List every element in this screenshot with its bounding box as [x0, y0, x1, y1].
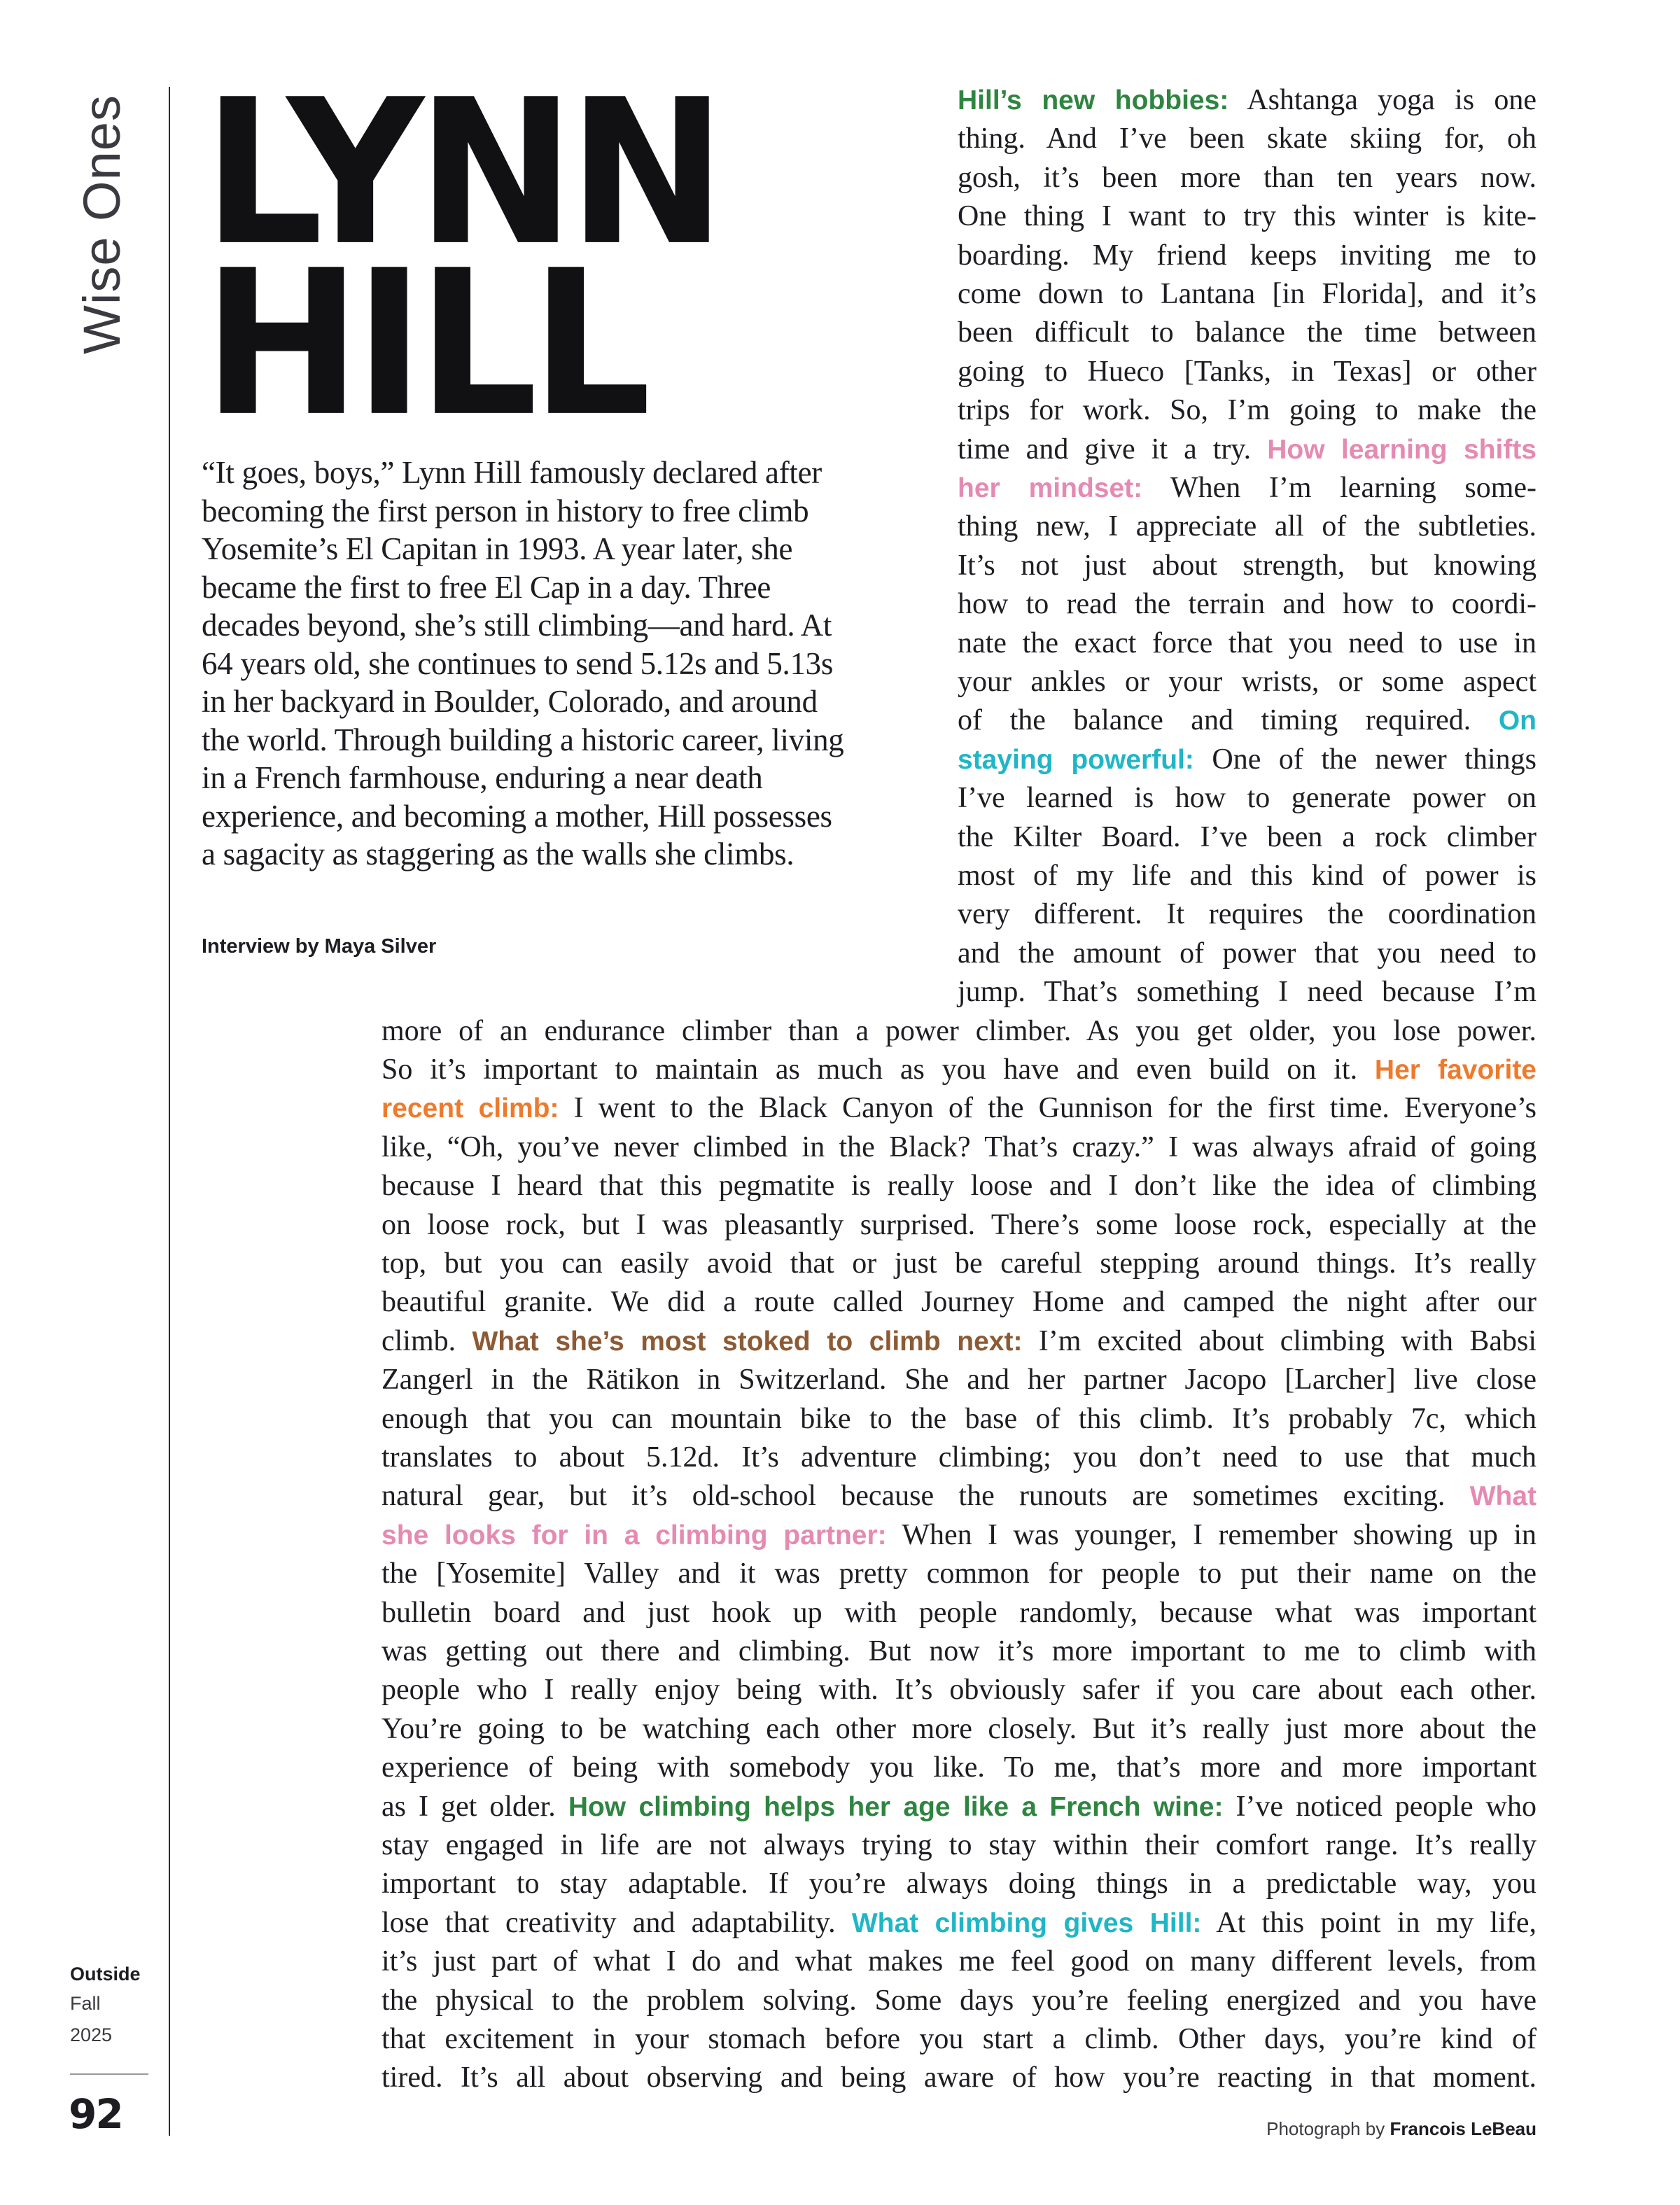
title-line-1: LYNN — [203, 55, 720, 290]
article-line — [382, 1516, 1536, 1555]
question-heading: Her favorite — [1374, 1055, 1536, 1085]
article-line — [382, 1244, 1536, 1283]
article-line — [382, 1166, 1536, 1205]
answer-text: When I was younger, I remember showing up in — [886, 1518, 1537, 1551]
article-line — [958, 546, 1536, 585]
answer-text: very different. It requires the coordination — [958, 898, 1536, 931]
article-line — [382, 1709, 1536, 1749]
article-line — [382, 1128, 1536, 1167]
article-line — [382, 1088, 1536, 1128]
answer-text: on loose rock, but I was pleasantly surprised. There’s some loose rock, especially at the — [382, 1208, 1536, 1241]
answer-text: top, but you can easily avoid that or just be careful stepping around things. It’s really — [382, 1247, 1536, 1280]
article-line — [382, 1632, 1536, 1671]
answer-text: thing new, I appreciate all of the subtleties. — [958, 510, 1536, 543]
answer-text: most of my life and this kind of power is — [958, 860, 1536, 892]
answer-text: One of the newer things — [1194, 743, 1536, 776]
article-line — [958, 818, 1536, 857]
article-line — [958, 856, 1536, 895]
article-line — [958, 934, 1536, 973]
article-line — [382, 1476, 1536, 1516]
issue-season: Fall — [70, 1993, 101, 2014]
answer-text: boarding. My friend keeps inviting me to — [958, 239, 1536, 272]
article-line — [958, 391, 1536, 430]
title-line-2: HILL — [203, 226, 645, 461]
article-line — [958, 972, 1536, 1011]
article-line — [382, 1903, 1536, 1942]
article-line — [958, 80, 1536, 120]
magazine-name: Outside — [70, 1963, 141, 1984]
answer-text: and the amount of power that you need to — [958, 937, 1536, 969]
answer-text: was getting out there and climbing. But now it’s more important to me to climb with — [382, 1635, 1536, 1667]
intro-paragraph: “It goes, boys,” Lynn Hill famously declared after becoming the first person in history to free climb Yosemite’s El Capitan in 1993. A year later, she became the first to free El Cap in a day. Three decades beyond, she’s still climbing—and hard. At 64 years old, she continues to send 5.12s and 5.13s in her backyard in Boulder, Colorado, and around the world. Through building a historic career, living in a French farmhouse, enduring a near death experience, and becoming a mother, Hill possesses a sagacity as staggering as the walls she climbs. — [202, 455, 844, 872]
question-heading: What — [1469, 1481, 1536, 1512]
answer-text: translates to about 5.12d. It’s adventure climbing; you don’t need to use that much — [382, 1441, 1536, 1474]
answer-text: nate the exact force that you need to use in — [958, 626, 1536, 659]
page-number: 92 — [69, 2090, 122, 2138]
article-line — [382, 2019, 1536, 2059]
answer-text: I’m excited about climbing with Babsi — [1022, 1324, 1536, 1357]
question-heading: recent climb: — [382, 1093, 559, 1124]
article-line — [382, 1011, 1536, 1051]
answer-text: it’s just part of what I do and what makes me feel good on many different levels, from — [382, 1945, 1536, 1978]
article-line — [382, 1050, 1536, 1089]
answer-text: important to stay adaptable. If you’re always doing things in a predictable way, you — [382, 1868, 1536, 1900]
answer-text: trips for work. So, I’m going to make the — [958, 394, 1536, 427]
article-line — [382, 2058, 1536, 2097]
question-heading: Hill’s new hobbies: — [958, 85, 1229, 115]
question-heading: What climbing gives Hill: — [851, 1907, 1202, 1938]
answer-text: gosh, it’s been more than ten years now. — [958, 161, 1536, 194]
article-line — [958, 740, 1536, 779]
answer-text: beautiful granite. We did a route called Journey Home and camped the night after our — [382, 1286, 1536, 1319]
question-heading: staying powerful: — [958, 744, 1194, 775]
answer-text: lose that creativity and adaptability. — [382, 1906, 852, 1939]
answer-text: that excitement in your stomach before you start a climb. Other days, you’re kind of — [382, 2023, 1536, 2055]
article-line — [958, 274, 1536, 314]
article-line — [382, 1399, 1536, 1438]
question-heading: On — [1498, 706, 1536, 736]
answer-text: climb. — [382, 1324, 472, 1357]
answer-text: At this point in my life, — [1201, 1906, 1536, 1939]
answer-text: So it’s important to maintain as much as you have and even build on it. — [382, 1054, 1375, 1086]
answer-text: jump. That’s something I need because I’m — [958, 976, 1536, 1009]
answer-text: like, “Oh, you’ve never climbed in the Black? That’s crazy.” I was always afraid of going — [382, 1130, 1536, 1163]
article-line — [382, 1826, 1536, 1865]
answer-text: tired. It’s all about observing and being aware of how you’re reacting in that moment. — [382, 2062, 1536, 2094]
article-line — [958, 624, 1536, 663]
article-line — [382, 1981, 1536, 2020]
answer-text: of the balance and timing required. — [958, 704, 1499, 737]
answer-text: been difficult to balance the time between — [958, 316, 1536, 349]
answer-text: You’re going to be watching each other more closely. But it’s really just more about the — [382, 1712, 1536, 1745]
answer-text: people who I really enjoy being with. It’s obviously safer if you care about each other. — [382, 1674, 1536, 1707]
answer-text: I went to the Black Canyon of the Gunnison for the first time. Everyone’s — [559, 1092, 1536, 1125]
answer-text: When I’m learning some- — [1142, 472, 1536, 504]
answer-text: the Kilter Board. I’ve been a rock climber — [958, 820, 1536, 853]
answer-text: going to Hueco [Tanks, in Texas] or other — [958, 355, 1536, 388]
answer-text: bulletin board and just hook up with people randomly, because what was important — [382, 1596, 1536, 1629]
article-line — [958, 236, 1536, 275]
answer-text: time and give it a try. — [958, 433, 1268, 465]
question-heading: What she’s most stoked to climb next: — [472, 1326, 1023, 1357]
answer-text: natural gear, but it’s old-school because the runouts are sometimes exciting. — [382, 1480, 1470, 1513]
article-line — [958, 662, 1536, 701]
question-heading: she looks for in a climbing partner: — [382, 1520, 887, 1550]
answer-text: Zangerl in the Rätikon in Switzerland. She and her partner Jacopo [Larcher] live close — [382, 1364, 1536, 1396]
question-heading: How learning shifts — [1267, 434, 1536, 465]
answer-text: experience of being with somebody you like. To me, that’s more and more important — [382, 1751, 1536, 1784]
article-line — [958, 778, 1536, 818]
article-line — [382, 1864, 1536, 1903]
answer-text: come down to Lantana [in Florida], and it’s — [958, 278, 1536, 310]
article-line — [958, 701, 1536, 740]
article-line — [958, 895, 1536, 934]
article-line — [382, 1322, 1536, 1361]
photographer-name: Francois LeBeau — [1390, 2118, 1536, 2139]
answer-text: as I get older. — [382, 1790, 568, 1823]
article-line — [382, 1438, 1536, 1477]
article-line — [958, 158, 1536, 197]
answer-text: I’ve noticed people who — [1223, 1790, 1536, 1823]
answer-text: thing. And I’ve been skate skiing for, oh — [958, 122, 1536, 155]
answer-text: It’s not just about strength, but knowing — [958, 549, 1536, 582]
footer-divider — [70, 2073, 148, 2075]
article-line — [382, 1942, 1536, 1981]
question-heading: How climbing helps her age like a French wine: — [568, 1791, 1224, 1822]
answer-text: because I heard that this pegmatite is really loose and I don’t like the idea of climbing — [382, 1170, 1536, 1203]
answer-text: One thing I want to try this winter is kite- — [958, 200, 1536, 233]
article-line — [958, 507, 1536, 546]
article-line — [958, 197, 1536, 236]
answer-text: how to read the terrain and how to coordi- — [958, 588, 1536, 621]
photo-credit — [980, 2118, 1536, 2140]
article-line — [958, 584, 1536, 624]
article-line — [382, 1360, 1536, 1399]
answer-text: the [Yosemite] Valley and it was pretty common for people to put their name on the — [382, 1558, 1536, 1590]
answer-text: your ankles or your wrists, or some aspect — [958, 666, 1536, 698]
article-line — [958, 468, 1536, 507]
article-line — [958, 313, 1536, 352]
article-line — [958, 430, 1536, 469]
article-line — [382, 1282, 1536, 1322]
article-line — [382, 1205, 1536, 1245]
article-line — [958, 119, 1536, 158]
answer-text: enough that you can mountain bike to the base of this climb. It’s probably 7c, which — [382, 1402, 1536, 1435]
issue-year: 2025 — [70, 2024, 113, 2045]
byline: Interview by Maya Silver — [202, 935, 437, 958]
article-line — [958, 352, 1536, 391]
magazine-info — [70, 1960, 141, 2051]
answer-text: Ashtanga yoga is one — [1228, 84, 1537, 116]
answer-text: I’ve learned is how to generate power on — [958, 782, 1536, 815]
question-heading: her mindset: — [958, 473, 1143, 503]
answer-text: the physical to the problem solving. Some days you’re feeling energized and you have — [382, 1984, 1536, 2017]
article-line — [382, 1748, 1536, 1787]
article-line — [382, 1554, 1536, 1593]
answer-text: stay engaged in life are not always trying to stay within their comfort range. It’s really — [382, 1829, 1536, 1861]
photo-credit-prefix: Photograph by — [1266, 2118, 1385, 2139]
article-line — [382, 1670, 1536, 1709]
answer-text: more of an endurance climber than a power climber. As you get older, you lose power. — [382, 1014, 1536, 1047]
section-label-text: Wise Ones — [72, 94, 131, 354]
article-line — [382, 1593, 1536, 1632]
article-line — [382, 1787, 1536, 1826]
